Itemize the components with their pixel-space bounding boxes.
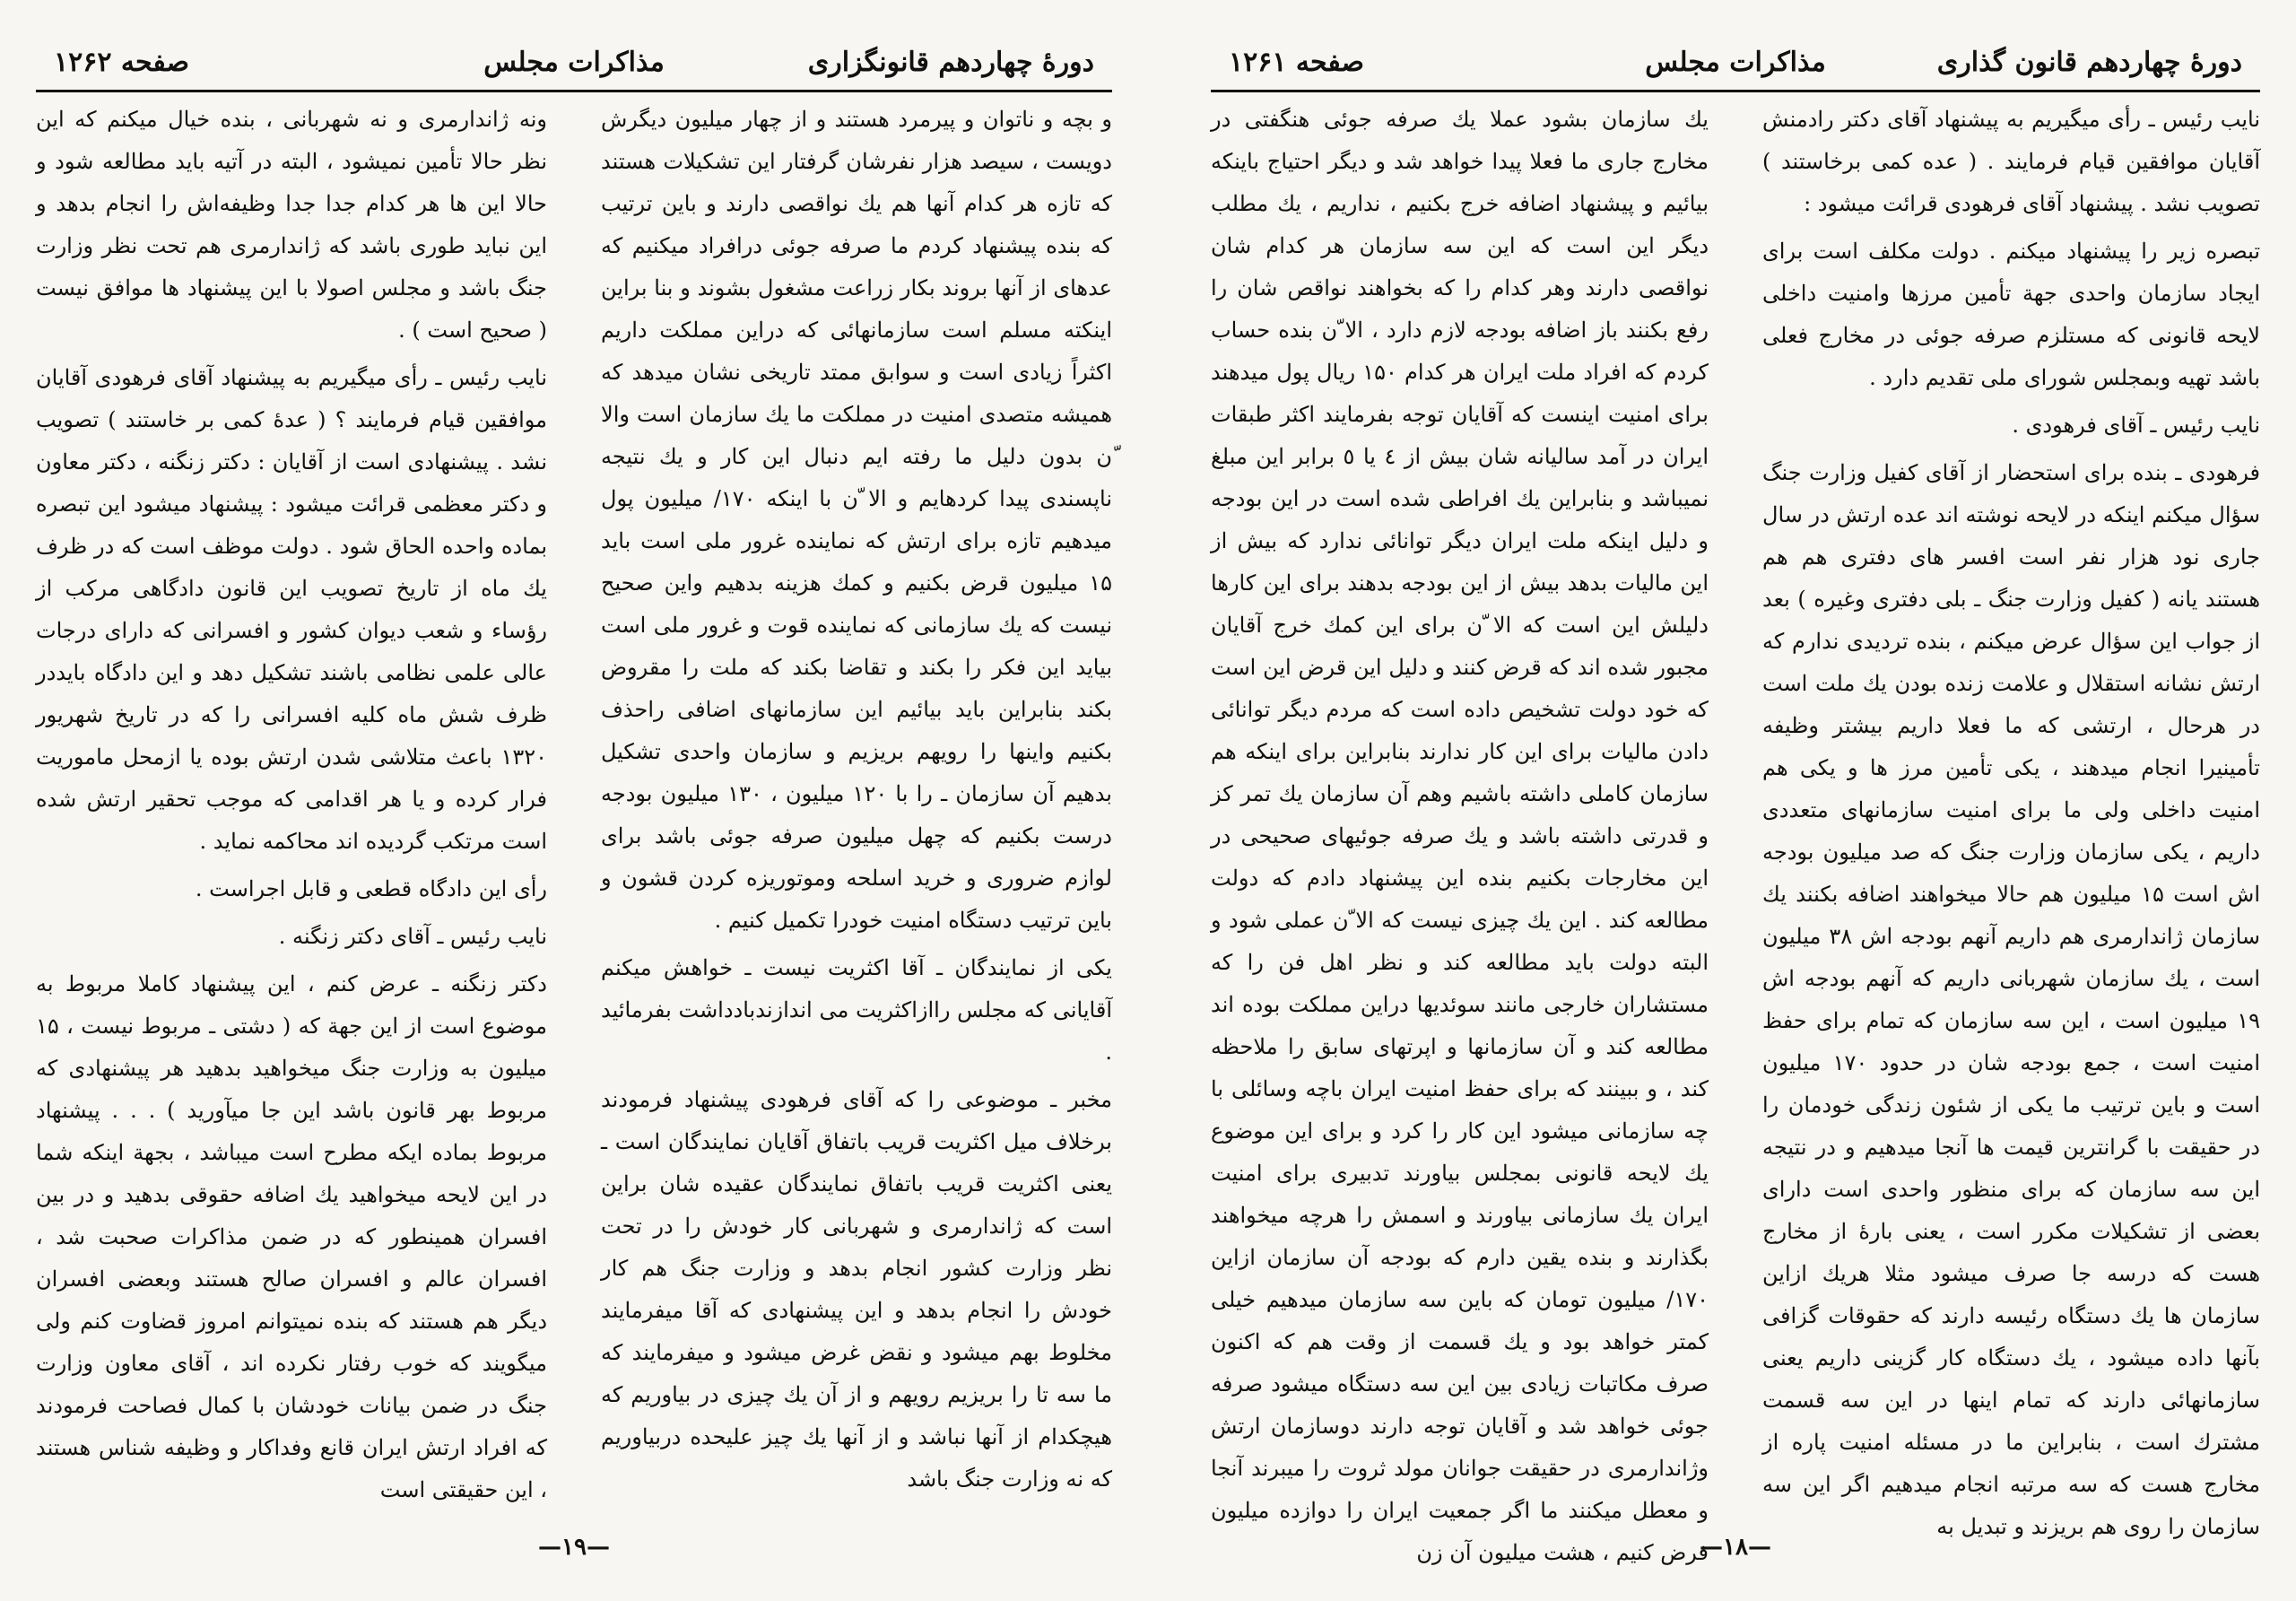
paragraph: نایب رئیس ـ رأی میگیریم به پیشنهاد آقای دکتر رادمنش آقایان موافقین قیام فرمایند . ( عده کمی برخاستند ) تصویب نشد . پیشنهاد آقای فرهودی قرائت میشود :	[1762, 107, 2260, 216]
paragraph: و بچه و ناتوان و پیرمرد هستند و از چهار میلیون دیگرش دویست ، سیصد هزار نفرشان گرفتار این تشکیلات هستند که تازه هر کدام آنها هم یك نواقصی دارند و باین ترتیب که بنده پیشنهاد کردم ما صرفه جوئی درافراد میکنیم که عدهای از آنها بروند بکار زراعت مشغول بشوند و بنا براین اینکته مسلم است سازمانهائی که دراین مملکت داریم اکثراً زیادی است و سوابق ممتد تاریخی نشان میدهد که همیشه متصدی امنیت در مملکت ما یك سازمان است والا ّن بدون دلیل ما رفته ایم دنبال این کار و یك نتیجه ناپسندی پیدا کردهایم و الا ّن با اینکه ۱۷۰/ میلیون پول میدهیم تازه برای ارتش که نماینده غرور ملی است باید ۱۵ میلیون قرض بکنیم و کمك هزینه بدهیم واین صحیح نیست که یك سازمانی که نماینده قوت و غرور ملی است بیاید این فکر را بکند و تقاضا بکند که ملت را مقروض بکند بنابراین باید بیائیم این سازمانهای اضافی راحذف بکنیم واینها را رویهم بریزیم و سازمان واحدی تشکیل بدهیم آن سازمان ـ را با ۱۲۰ میلیون ، ۱۳۰ میلیون بودجه درست بکنیم که چهل میلیون صرفه جوئی باشد برای لوازم ضروری و خرید اسلحه وموتوریزه کردن قشون و باین ترتیب دستگاه امنیت خودرا تکمیل کنیم .	[601, 107, 1113, 933]
paragraph: دکتر زنگنه ـ عرض کنم ، این پیشنهاد کاملا مربوط به موضوع است از این جهة که ( دشتی ـ مربوط نیست ، ۱۵ میلیون به وزارت جنگ میخواهید بدهید هر پیشنهادی که مربوط بهر قانون باشد این جا میآورید ) . . . پیشنهاد مربوط بماده ایکه مطرح است میباشد ، بجهة اینکه شما در این لایحه میخواهید یك اضافه حقوقی بدهید و در بین افسران همینطور که در ضمن مذاکرات صحبت شد ، افسران عالم و افسران صالح هستند وبعضی افسران دیگر هم هستند که بنده نمیتوانم امروز قضاوت کنم ولی میگویند که خوب رفتار نکرده اند ، آقای معاون وزارت جنگ در ضمن بیانات خودشان با کمال فصاحت فرمودند که افراد ارتش ایران قانع وفداکار و وظیفه شناس هستند ، این حقیقتی است	[36, 971, 547, 1502]
left-header-title: مذاکرات مجلس	[483, 47, 665, 78]
paragraph: یکی از نمایندگان ـ آقا اکثریت نیست ـ خواهش میکنم آقایانی که مجلس راازاکثریت می اندازندبادداشت بفرمائید .	[601, 955, 1112, 1065]
paragraph: رأی این دادگاه قطعی و قابل اجراست .	[195, 876, 547, 901]
right-page-header	[1211, 36, 2260, 92]
left-page	[36, 0, 1112, 1601]
right-header-page-number: صفحه ۱۲۶۱	[1229, 47, 1364, 78]
paragraph: مخبر ـ موضوعی را که آقای فرهودی پیشنهاد فرمودند برخلاف میل اکثریت قریب باتفاق آقایان نمایندگان است ـ یعنی اکثریت قریب باتفاق نمایندگان عقیده شان براین است که ژاندارمری و شهربانی کار خودش را در تحت نظر وزارت کشور انجام بدهد و وزارت جنگ هم کار خودش را انجام بدهد و این پیشنهادی که آقا میفرمایند مخلوط بهم میشود و نقض غرض میشود و میفرمایند که ما سه تا را بریزیم رویهم و از آن یك چیزی در بیاوریم که هیچکدام از آنها نباشد و از آنها یك چیز علیحده دربیاوریم که نه وزارت جنگ باشد	[601, 1087, 1112, 1492]
right-header-title: مذاکرات مجلس	[1645, 47, 1826, 78]
right-page-column-left	[1211, 99, 1709, 1565]
paragraph: تبصره زیر را پیشنهاد میکنم . دولت مکلف است برای ایجاد سازمان واحدی جهة تأمین مرزها وامنیت داخلی لایحه قانونی که مستلزم صرفه جوئی در مخارج فعلی باشد تهیه وبمجلس شورای ملی تقدیم دارد .	[1762, 239, 2260, 390]
left-page-column-left	[36, 99, 547, 1502]
left-page-header	[36, 36, 1112, 92]
left-page-folio: —۱۹—	[538, 1534, 610, 1561]
left-header-series: دورهٔ چهاردهم قانونگزاری	[807, 47, 1094, 78]
paragraph: یك سازمان بشود عملا یك صرفه جوئی هنگفتی در مخارج جاری ما فعلا پیدا خواهد شد و دیگر احتیاج باینکه بیائیم و پیشنهاد اضافه خرج بکنیم ، نداریم ، یك مطلب دیگر این است که این سه سازمان هر کدام شان نواقصی دارند وهر کدام را که بخواهند نواقص شان را رفع بکنند باز اضافه بودجه لازم دارد ، الا ّن بنده حساب کردم که افراد ملت ایران هر کدام ۱۵۰ ریال پول میدهند برای امنیت اینست که آقایان توجه بفرمایند اکثر طبقات ایران در آمد سالیانه شان بیش از ٤ یا ٥ برابر این مبلغ نمیباشد و بنابراین یك افراطی شده است در این بودجه و دلیل اینکه ملت ایران دیگر توانائی ندارد که بیش از این مالیات بدهد بیش از این بودجه بدهند برای این کارها دلیلش این است که الا ّن برای این کمك خرج آقایان مجبور شده اند که قرض کنند و دلیل این قرض این است که خود دولت تشخیص داده است که مردم دیگر توانائی دادن مالیات برای این کار ندارند بنابراین برای اینکه هم سازمان کاملی داشته باشیم وهم آن سازمان یك تمر کز و قدرتی داشته باشد و یك صرفه جوئیهای صحیحی در این مخارجات بکنیم بنده این پیشنهاد دادم که دولت مطالعه کند . این یك چیزی نیست که الا ّن عملی شود و البته دولت باید مطالعه کند و نظر اهل فن را که مستشاران خارجی مانند سوئدیها دراین مملکت بوده اند مطالعه کند و آن سازمانها و اپرتهای سابق را ملاحظه کند ، و ببینند که برای حفظ امنیت ایران باچه وسائلی با چه سازمانی میشود این کار را کرد و برای این موضوع یك لایحه قانونی بمجلس بیاورند تدبیری برای امنیت ایران یك سازمانی بیاورند و اسمش را هرچه میخواهند بگذارند و بنده یقین دارم که بودجه آن سازمان ازاین ۱۷۰/ میلیون تومان که باین سه سازمان میدهیم خیلی کمتر خواهد بود و یك قسمت از وقت هم که اکنون صرف مکاتبات زیادی بین این سه دستگاه میشود صرفه جوئی خواهد شد و آقایان توجه دارند دوسازمان ارتش وژاندارمری در حقیقت جوانان مولد ثروت را میبرند آنجا و معطل میکنند ما اگر جمعیت ایران را دوازده میلیون فرض کنیم ، هشت میلیون آن زن	[1211, 107, 1709, 1565]
paragraph: نایب رئیس ـ رأی میگیریم به پیشنهاد آقای فرهودی آقایان موافقین قیام فرمایند ؟ ( عدهٔ کمی بر خاستند ) تصویب نشد . پیشنهادی است از آقایان : دکتر زنگنه ، دکتر معاون و دکتر معظمی قرائت میشود : پیشنهاد میشود این تبصره بماده واحده الحاق شود . دولت موظف است که در ظرف یك ماه از تاریخ تصویب این قانون دادگاهی مرکب از رؤساء و شعب دیوان کشور و افسرانی که دارای درجات عالی علمی نظامی باشند تشکیل دهد و این دادگاه بایددر ظرف شش ماه کلیه افسرانی را که در تاریخ شهریور ۱۳۲۰ باعث متلاشی شدن ارتش بوده یا ازمحل ماموریت فرار کرده و یا هر اقدامی که موجب تحقیر ارتش شده است مرتکب گردیده اند محاکمه نماید .	[36, 365, 547, 854]
left-page-columns	[36, 99, 1113, 1502]
paragraph: نایب رئیس ـ آقای دکتر زنگنه .	[278, 924, 547, 949]
left-page-column-right	[601, 99, 1112, 1498]
paragraph: فرهودی ـ بنده برای استحضار از آقای کفیل وزارت جنگ سؤال میکنم اینکه در لایحه نوشته اند عده ارتش در سال جاری نود هزار نفر است افسر های دفتری هم هم هستند یانه ( کفیل وزارت جنگ ـ بلی دفتری وغیره ) بعد از جواب این سؤال عرض میکنم ، بنده تردیدی ندارم که ارتش نشانه استقلال و علامت زنده بودن یك ملت است در هرحال ، ارتشی که ما فعلا داریم بیشتر وظیفه تأمینیرا انجام میدهند ، یکی تأمین مرز ها و یکی هم امنیت داخلی ولی ما برای امنیت سازمانهای متعددی داریم ، یکی سازمان وزارت جنگ که صد میلیون بودجه اش است ۱۵ میلیون هم حالا میخواهند اضافه بکنند یك سازمان ژاندارمری هم داریم آنهم بودجه اش ۳۸ میلیون است ، یك سازمان شهربانی داریم که آنهم بودجه اش ۱۹ میلیون است ، این سه سازمان که تمام برای حفظ امنیت است ، جمع بودجه شان در حدود ۱۷۰ میلیون است و باین ترتیب ما یکی از شئون زندگی خودمان را در حقیقت با گرانترین قیمت ها آنجا میدهیم و در نتیجه این سه سازمان که برای منظور واحدی است دارای بعضی از تشکیلات مکرر است ، یعنی بارهٔ از مخارج هست که درسه جا صرف میشود مثلا هریك ازاین سازمان ها یك دستگاه رئیسه دارند که حقوقات گزافی بآنها داده میشود ، یك دستگاه کار گزینی داریم یعنی سازمانهائی دارند که تمام اینها در این سه قسمت مشترك است ، بنابراین ما در مسئله امنیت پاره از مخارج هست که سه مرتبه انجام میدهیم اگر این سه سازمان را روی هم بریزند و تبدیل به	[1762, 460, 2261, 1539]
right-header-series: دورهٔ چهاردهم قانون گذاری	[1936, 47, 2242, 78]
paragraph: ونه ژاندارمری و نه شهربانی ، بنده خیال میکنم که این نظر حالا تأمین نمیشود ، البته در آتیه باید مطالعه شود و حالا این ها هر کدام جدا جدا وظیفه‌اش را انجام بدهد و این نباید طوری باشد که ژاندارمری هم تحت نظر وزارت جنگ باشد و مجلس اصولا با این پیشنهاد ها موافق نیست ( صحیح است ) .	[36, 107, 547, 343]
paragraph: نایب رئیس ـ آقای فرهودی .	[2012, 413, 2260, 438]
left-header-page-number: صفحه ۱۲۶۲	[54, 47, 189, 78]
right-page-column-right	[1762, 99, 2261, 1539]
right-page-folio: —۱۸—	[1700, 1534, 1771, 1561]
right-page	[1211, 0, 2260, 1601]
